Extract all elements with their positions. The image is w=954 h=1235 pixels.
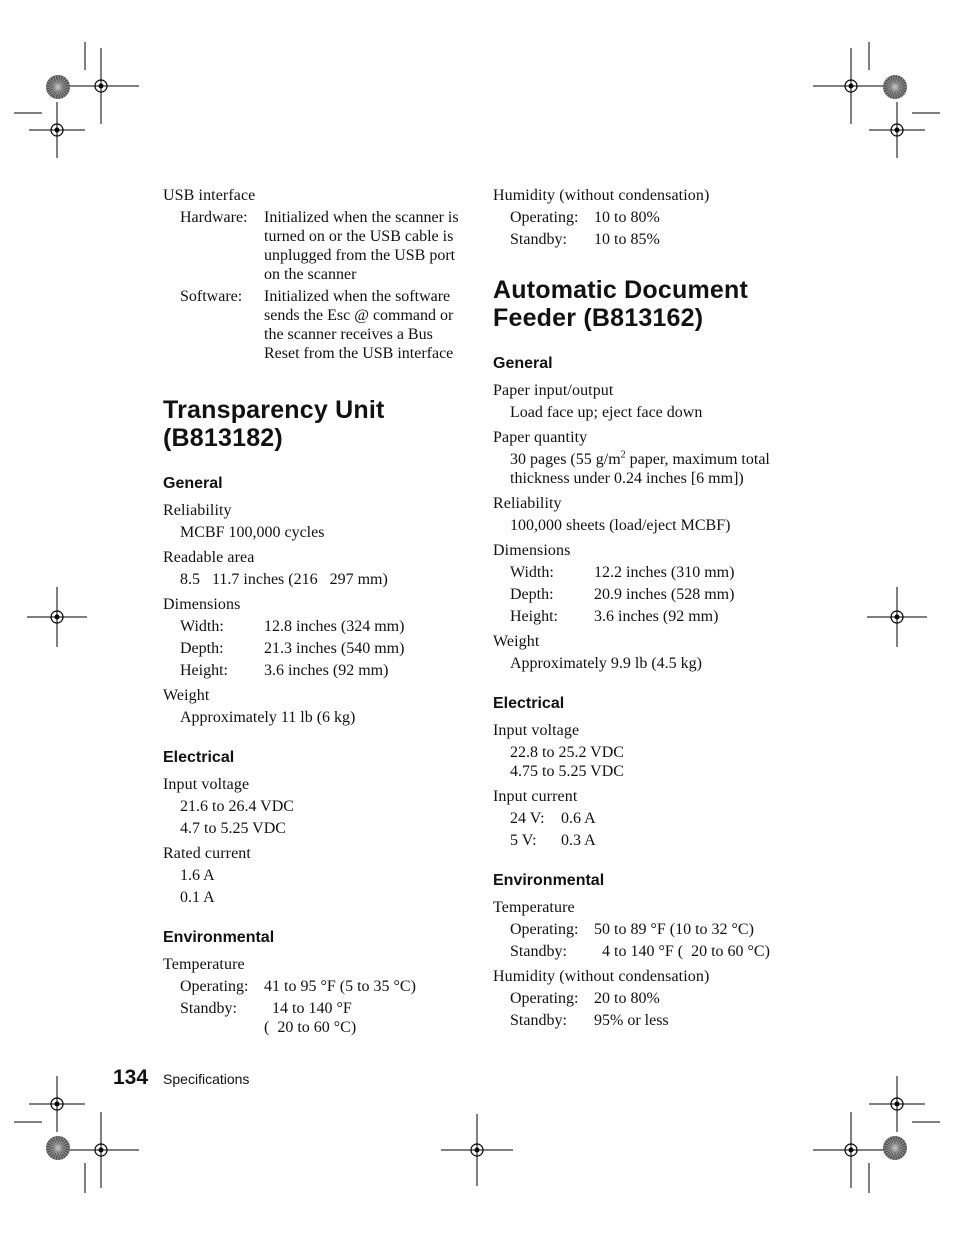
adf-width-value: 12.2 inches (310 mm) [594,564,735,581]
humidity-operating-row [493,208,813,227]
adf-height-row [493,607,813,626]
usb-hardware-row [163,208,463,284]
input-voltage-2: 4.7 to 5.25 VDC [180,820,286,837]
current-24v-value: 0.6 A [561,810,596,827]
current-24v-row [493,809,813,828]
humidity-standby-row [493,230,813,249]
input-voltage-label: Input voltage [163,776,250,793]
adf-width-key: Width: [510,564,554,581]
current-5v-key: 5 V: [510,832,537,849]
temp-standby-value-2: ( 20 to 60 °C) [264,1019,357,1036]
adf-depth-value: 20.9 inches (528 mm) [594,586,735,603]
adf-input-voltage-2: 4.75 to 5.25 VDC [510,763,624,780]
adf-temp-operating-value: 50 to 89 °F (10 to 32 °C) [594,921,754,938]
adf-temp-standby-key: Standby: [510,943,567,960]
adf-general-heading: General [493,355,553,372]
paper-quantity-sup: 2 [620,449,626,461]
rated-current-label: Rated current [163,845,251,862]
height-key: Height: [180,662,228,679]
adf-temp-operating-key: Operating: [510,921,579,938]
temp-operating-value: 41 to 95 °F (5 to 35 °C) [264,978,416,995]
temp-standby-row [163,999,463,1037]
weight-label: Weight [163,687,210,704]
crosshair-dot [475,1148,480,1153]
adf-depth-key: Depth: [510,586,554,603]
right-column [493,186,813,1030]
adf-width-row [493,563,813,582]
adf-heading: Automatic Document Feeder (B813162) [493,276,749,332]
adf-dimensions-label: Dimensions [493,542,571,559]
reliability-label: Reliability [163,502,232,519]
dimensions-label: Dimensions [163,596,241,613]
adf-weight-label: Weight [493,633,540,650]
adf-temp-operating-row [493,920,813,939]
crosshair-dot [99,1148,104,1153]
adf-hum-standby-value: 95% or less [594,1012,669,1029]
depth-value: 21.3 inches (540 mm) [264,640,405,657]
readable-area-value: 8.5 11.7 inches (216 297 mm) [180,571,388,588]
crosshair-dot [99,84,104,89]
transparency-unit-heading: Transparency Unit (B813182) [163,396,385,452]
crosshair-dot [55,1102,60,1107]
adf-temp-standby-value: 4 to 140 °F ( 20 to 60 °C) [594,943,770,960]
left-column [163,186,463,1037]
adf-depth-row [493,585,813,604]
crosshair-dot [895,128,900,133]
software-value: Initialized when the software sends the Esc @ command or the scanner receives a Bus Reset from the USB interface [264,288,454,362]
adf-environmental-heading: Environmental [493,872,605,889]
adf-reliability-value: 100,000 sheets (load/eject MCBF) [510,517,731,534]
page-footer [113,1066,249,1090]
crosshair-dot [55,128,60,133]
temp-standby-value [264,999,463,1037]
humidity-operating-value: 10 to 80% [594,209,660,226]
crosshair-dot [895,1102,900,1107]
adf-input-voltage-1: 22.8 to 25.2 VDC [510,744,624,761]
adf-humidity-label: Humidity (without condensation) [493,968,710,985]
weight-value: Approximately 11 lb (6 kg) [180,709,356,726]
adf-height-value: 3.6 inches (92 mm) [594,608,719,625]
paper-quantity-label: Paper quantity [493,429,588,446]
software-key: Software: [180,288,243,305]
temp-standby-key: Standby: [180,1000,237,1017]
crosshair-dot [895,615,900,620]
width-key: Width: [180,618,224,635]
input-voltage-1: 21.6 to 26.4 VDC [180,798,294,815]
reliability-value: MCBF 100,000 cycles [180,524,325,541]
adf-hum-operating-key: Operating: [510,990,579,1007]
paper-quantity-text-b: paper, maximum total thickness under 0.24 inches [6 mm]) [510,451,770,487]
adf-height-key: Height: [510,608,558,625]
temp-operating-row [163,977,463,996]
adf-input-current-label: Input current [493,788,578,805]
adf-temperature-label: Temperature [493,899,575,916]
adf-hum-standby-row [493,1011,813,1030]
rated-current-2: 0.1 A [180,889,215,906]
crosshair-dot [849,84,854,89]
readable-area-label: Readable area [163,549,255,566]
width-row [163,617,463,636]
adf-weight-value: Approximately 9.9 lb (4.5 kg) [510,655,702,672]
humidity-standby-key: Standby: [510,231,567,248]
crosshair-dot [849,1148,854,1153]
transparency-electrical-heading: Electrical [163,749,235,766]
transparency-environmental-heading: Environmental [163,929,275,946]
width-value: 12.8 inches (324 mm) [264,618,405,635]
adf-temp-standby-row [493,942,813,961]
adf-input-voltage-label: Input voltage [493,722,580,739]
hardware-value: Initialized when the scanner is turned on or the USB cable is unplugged from the USB port on the scanner [264,209,459,283]
height-row [163,661,463,680]
transparency-general-heading: General [163,475,223,492]
paper-io-value: Load face up; eject face down [510,404,703,421]
adf-hum-operating-value: 20 to 80% [594,990,660,1007]
usb-interface-label: USB interface [163,187,256,204]
paper-quantity-text-a: 30 pages (55 g/m [510,451,621,468]
depth-row [163,639,463,658]
temp-operating-key: Operating: [180,978,249,995]
usb-software-row [163,287,463,363]
paper-io-label: Paper input/output [493,382,614,399]
current-24v-key: 24 V: [510,810,545,827]
paper-quantity-value [493,450,813,488]
adf-reliability-label: Reliability [493,495,562,512]
temperature-label: Temperature [163,956,245,973]
depth-key: Depth: [180,640,224,657]
hardware-key: Hardware: [180,209,248,226]
page-number: 134 [113,1066,149,1089]
current-5v-row [493,831,813,850]
adf-electrical-heading: Electrical [493,695,565,712]
humidity-operating-key: Operating: [510,209,579,226]
current-5v-value: 0.3 A [561,832,596,849]
crosshair-dot [55,615,60,620]
footer-section-title: Specifications [163,1071,250,1087]
rated-current-1: 1.6 A [180,867,215,884]
humidity-label: Humidity (without condensation) [493,187,710,204]
temp-standby-value-1: 14 to 140 °F [264,1000,352,1017]
adf-hum-standby-key: Standby: [510,1012,567,1029]
height-value: 3.6 inches (92 mm) [264,662,389,679]
humidity-standby-value: 10 to 85% [594,231,660,248]
adf-hum-operating-row [493,989,813,1008]
